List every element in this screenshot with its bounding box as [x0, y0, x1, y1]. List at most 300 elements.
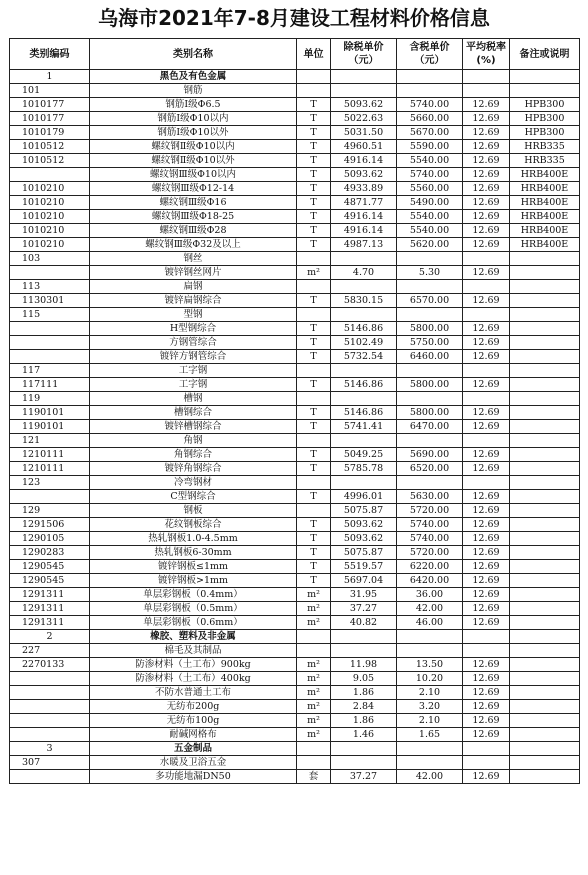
cell-avg-tax-rate: 12.69 [463, 140, 510, 154]
cell-remarks [510, 630, 580, 644]
cell-price-excl-tax: 5031.50 [331, 126, 397, 140]
cell-category-name: 螺纹钢Ⅲ级Φ10以内 [90, 168, 297, 182]
cell-category-name: 型钢 [90, 308, 297, 322]
cell-category-name: 冷弯钢材 [90, 476, 297, 490]
cell-category-code [10, 322, 90, 336]
table-row [10, 658, 580, 672]
table-row [10, 168, 580, 182]
cell-price-excl-tax: 4916.14 [331, 224, 397, 238]
cell-unit: m² [297, 616, 331, 630]
cell-category-name: 黑色及有色金属 [90, 70, 297, 84]
cell-category-name: 角钢 [90, 434, 297, 448]
cell-category-code: 103 [10, 252, 90, 266]
cell-remarks [510, 770, 580, 784]
cell-category-name: 镀锌钢板>1mm [90, 574, 297, 588]
cell-avg-tax-rate [463, 476, 510, 490]
cell-category-code: 1210111 [10, 448, 90, 462]
table-row [10, 504, 580, 518]
table-row [10, 462, 580, 476]
cell-price-excl-tax: 5146.86 [331, 322, 397, 336]
cell-remarks [510, 560, 580, 574]
cell-unit: m² [297, 602, 331, 616]
cell-category-name: 工字钢 [90, 378, 297, 392]
cell-category-name: 耐碱网格布 [90, 728, 297, 742]
cell-price-incl-tax: 2.10 [397, 686, 463, 700]
cell-category-code: 1291311 [10, 616, 90, 630]
table-row [10, 392, 580, 406]
cell-price-excl-tax [331, 476, 397, 490]
cell-category-name: 棉毛及其制品 [90, 644, 297, 658]
table-row [10, 574, 580, 588]
cell-avg-tax-rate [463, 252, 510, 266]
cell-avg-tax-rate [463, 70, 510, 84]
cell-price-incl-tax: 6220.00 [397, 560, 463, 574]
cell-remarks [510, 588, 580, 602]
cell-avg-tax-rate: 12.69 [463, 448, 510, 462]
cell-price-incl-tax: 5720.00 [397, 504, 463, 518]
cell-remarks [510, 448, 580, 462]
cell-unit: T [297, 350, 331, 364]
cell-unit: T [297, 238, 331, 252]
table-row [10, 322, 580, 336]
table-row [10, 560, 580, 574]
table-row [10, 434, 580, 448]
cell-remarks [510, 266, 580, 280]
cell-avg-tax-rate: 12.69 [463, 98, 510, 112]
cell-unit: m² [297, 728, 331, 742]
cell-unit: T [297, 336, 331, 350]
cell-price-incl-tax: 5490.00 [397, 196, 463, 210]
cell-price-incl-tax: 5590.00 [397, 140, 463, 154]
cell-avg-tax-rate: 12.69 [463, 294, 510, 308]
table-row [10, 406, 580, 420]
cell-price-incl-tax: 5630.00 [397, 490, 463, 504]
cell-category-name: 钢筋 [90, 84, 297, 98]
table-row [10, 70, 580, 84]
cell-category-code: 1190101 [10, 420, 90, 434]
cell-price-incl-tax: 5740.00 [397, 168, 463, 182]
cell-category-code [10, 672, 90, 686]
cell-price-excl-tax: 40.82 [331, 616, 397, 630]
table-row [10, 490, 580, 504]
cell-category-name: 槽钢综合 [90, 406, 297, 420]
cell-price-excl-tax: 5146.86 [331, 378, 397, 392]
cell-remarks [510, 616, 580, 630]
table-row [10, 616, 580, 630]
cell-price-excl-tax: 4987.13 [331, 238, 397, 252]
cell-unit: m² [297, 658, 331, 672]
cell-category-code: 123 [10, 476, 90, 490]
cell-unit: m² [297, 686, 331, 700]
cell-unit: T [297, 560, 331, 574]
cell-category-name: 镀锌扁钢综合 [90, 294, 297, 308]
cell-unit: T [297, 168, 331, 182]
cell-remarks [510, 84, 580, 98]
table-row [10, 238, 580, 252]
cell-category-name: 钢丝 [90, 252, 297, 266]
cell-price-incl-tax: 5.30 [397, 266, 463, 280]
cell-price-incl-tax: 6520.00 [397, 462, 463, 476]
cell-unit: T [297, 406, 331, 420]
cell-avg-tax-rate: 12.69 [463, 490, 510, 504]
cell-category-code: 1010210 [10, 238, 90, 252]
cell-unit: T [297, 574, 331, 588]
table-row [10, 518, 580, 532]
table-row [10, 224, 580, 238]
cell-price-incl-tax [397, 308, 463, 322]
cell-remarks [510, 294, 580, 308]
cell-unit [297, 280, 331, 294]
cell-category-name: 防渗材料（土工布）400kg [90, 672, 297, 686]
cell-unit: T [297, 154, 331, 168]
cell-category-name: 无纺布200g [90, 700, 297, 714]
cell-price-incl-tax: 6420.00 [397, 574, 463, 588]
cell-avg-tax-rate: 12.69 [463, 266, 510, 280]
cell-remarks [510, 392, 580, 406]
cell-category-name: 镀锌钢丝网片 [90, 266, 297, 280]
cell-price-excl-tax: 5519.57 [331, 560, 397, 574]
cell-category-name: 螺纹钢Ⅲ级Φ12-14 [90, 182, 297, 196]
cell-avg-tax-rate: 12.69 [463, 546, 510, 560]
cell-avg-tax-rate: 12.69 [463, 210, 510, 224]
cell-category-code: 113 [10, 280, 90, 294]
cell-remarks [510, 532, 580, 546]
cell-category-name: 镀锌钢板≤1mm [90, 560, 297, 574]
cell-price-excl-tax: 5697.04 [331, 574, 397, 588]
cell-price-excl-tax: 5093.62 [331, 98, 397, 112]
cell-unit: T [297, 378, 331, 392]
cell-price-incl-tax: 42.00 [397, 602, 463, 616]
cell-price-excl-tax [331, 756, 397, 770]
cell-avg-tax-rate [463, 280, 510, 294]
cell-remarks: HRB400E [510, 210, 580, 224]
cell-category-name: 方钢管综合 [90, 336, 297, 350]
cell-price-excl-tax: 1.86 [331, 686, 397, 700]
cell-unit [297, 308, 331, 322]
cell-category-name: 角钢综合 [90, 448, 297, 462]
cell-remarks [510, 350, 580, 364]
cell-unit: T [297, 322, 331, 336]
table-row [10, 378, 580, 392]
cell-price-excl-tax: 4916.14 [331, 210, 397, 224]
cell-price-incl-tax: 5670.00 [397, 126, 463, 140]
cell-category-code: 2 [10, 630, 90, 644]
cell-category-name: 橡胶、塑料及非金属 [90, 630, 297, 644]
table-row [10, 126, 580, 140]
cell-remarks: HRB400E [510, 168, 580, 182]
table-row [10, 84, 580, 98]
cell-price-incl-tax [397, 280, 463, 294]
cell-remarks [510, 70, 580, 84]
cell-avg-tax-rate: 12.69 [463, 322, 510, 336]
cell-category-name: 镀锌槽钢综合 [90, 420, 297, 434]
cell-unit: m² [297, 672, 331, 686]
cell-avg-tax-rate: 12.69 [463, 504, 510, 518]
table-row [10, 294, 580, 308]
cell-price-excl-tax: 5049.25 [331, 448, 397, 462]
cell-category-name: 花纹钢板综合 [90, 518, 297, 532]
table-row [10, 742, 580, 756]
cell-remarks [510, 322, 580, 336]
cell-category-code: 1010177 [10, 112, 90, 126]
cell-price-excl-tax [331, 364, 397, 378]
cell-avg-tax-rate: 12.69 [463, 714, 510, 728]
cell-category-code: 307 [10, 756, 90, 770]
cell-avg-tax-rate: 12.69 [463, 518, 510, 532]
cell-category-name: 多功能地漏DN50 [90, 770, 297, 784]
cell-price-incl-tax [397, 70, 463, 84]
cell-remarks [510, 364, 580, 378]
cell-price-excl-tax [331, 644, 397, 658]
cell-category-code: 119 [10, 392, 90, 406]
cell-remarks [510, 308, 580, 322]
table-row [10, 98, 580, 112]
cell-remarks: HRB335 [510, 140, 580, 154]
table-row [10, 476, 580, 490]
cell-avg-tax-rate: 12.69 [463, 560, 510, 574]
cell-unit [297, 70, 331, 84]
cell-unit [297, 630, 331, 644]
cell-avg-tax-rate [463, 756, 510, 770]
cell-category-code [10, 770, 90, 784]
cell-price-excl-tax: 37.27 [331, 770, 397, 784]
cell-price-excl-tax: 4.70 [331, 266, 397, 280]
cell-category-name: 螺纹钢Ⅱ级Φ10以内 [90, 140, 297, 154]
cell-category-code [10, 168, 90, 182]
table-row [10, 756, 580, 770]
cell-avg-tax-rate: 12.69 [463, 336, 510, 350]
cell-unit [297, 756, 331, 770]
cell-unit: T [297, 112, 331, 126]
cell-price-incl-tax: 5540.00 [397, 224, 463, 238]
cell-unit: T [297, 294, 331, 308]
cell-remarks [510, 406, 580, 420]
cell-price-excl-tax [331, 434, 397, 448]
cell-category-code: 1010512 [10, 154, 90, 168]
cell-avg-tax-rate: 12.69 [463, 700, 510, 714]
cell-category-name: 工字钢 [90, 364, 297, 378]
cell-category-name: 钢筋I级Φ6.5 [90, 98, 297, 112]
cell-price-incl-tax [397, 434, 463, 448]
cell-unit: m² [297, 266, 331, 280]
cell-price-incl-tax: 1.65 [397, 728, 463, 742]
cell-price-incl-tax [397, 84, 463, 98]
cell-price-incl-tax: 5740.00 [397, 98, 463, 112]
cell-price-excl-tax [331, 84, 397, 98]
cell-avg-tax-rate: 12.69 [463, 672, 510, 686]
cell-unit [297, 364, 331, 378]
cell-remarks [510, 714, 580, 728]
cell-unit: T [297, 490, 331, 504]
cell-avg-tax-rate [463, 644, 510, 658]
cell-price-incl-tax: 5800.00 [397, 406, 463, 420]
cell-price-excl-tax [331, 630, 397, 644]
cell-remarks [510, 434, 580, 448]
cell-unit [297, 84, 331, 98]
cell-remarks [510, 462, 580, 476]
cell-category-code: 129 [10, 504, 90, 518]
cell-avg-tax-rate: 12.69 [463, 168, 510, 182]
cell-price-excl-tax: 5146.86 [331, 406, 397, 420]
cell-category-code [10, 714, 90, 728]
cell-category-code: 121 [10, 434, 90, 448]
cell-price-incl-tax [397, 742, 463, 756]
cell-price-excl-tax: 5075.87 [331, 546, 397, 560]
cell-unit: m² [297, 588, 331, 602]
cell-unit: T [297, 196, 331, 210]
cell-remarks [510, 518, 580, 532]
cell-price-excl-tax: 31.95 [331, 588, 397, 602]
cell-avg-tax-rate [463, 392, 510, 406]
cell-remarks [510, 504, 580, 518]
cell-price-incl-tax [397, 252, 463, 266]
cell-price-incl-tax: 46.00 [397, 616, 463, 630]
cell-category-name: 镀锌角钢综合 [90, 462, 297, 476]
cell-unit [297, 644, 331, 658]
cell-remarks [510, 700, 580, 714]
cell-remarks: HPB300 [510, 126, 580, 140]
cell-price-incl-tax: 36.00 [397, 588, 463, 602]
cell-unit: T [297, 140, 331, 154]
cell-price-excl-tax: 5102.49 [331, 336, 397, 350]
cell-price-excl-tax [331, 70, 397, 84]
cell-price-excl-tax: 1.46 [331, 728, 397, 742]
cell-price-excl-tax: 4916.14 [331, 154, 397, 168]
table-row [10, 630, 580, 644]
cell-unit [297, 392, 331, 406]
cell-price-excl-tax [331, 392, 397, 406]
cell-category-code: 1290105 [10, 532, 90, 546]
cell-price-excl-tax: 4933.89 [331, 182, 397, 196]
cell-unit: T [297, 448, 331, 462]
cell-category-code: 117 [10, 364, 90, 378]
cell-category-code [10, 336, 90, 350]
cell-price-excl-tax [331, 742, 397, 756]
cell-unit: T [297, 532, 331, 546]
cell-avg-tax-rate: 12.69 [463, 658, 510, 672]
cell-avg-tax-rate: 12.69 [463, 588, 510, 602]
cell-price-excl-tax: 5741.41 [331, 420, 397, 434]
table-row [10, 280, 580, 294]
cell-price-incl-tax: 6470.00 [397, 420, 463, 434]
cell-remarks: HRB400E [510, 238, 580, 252]
cell-category-name: 扁钢 [90, 280, 297, 294]
table-row [10, 112, 580, 126]
cell-remarks [510, 476, 580, 490]
document-title: 乌海市2021年7-8月建设工程材料价格信息 [98, 6, 490, 30]
cell-category-name: 单层彩钢板（0.4mm） [90, 588, 297, 602]
cell-avg-tax-rate [463, 364, 510, 378]
cell-unit: T [297, 462, 331, 476]
cell-avg-tax-rate [463, 434, 510, 448]
cell-avg-tax-rate: 12.69 [463, 196, 510, 210]
cell-category-name: 螺纹钢Ⅲ级Φ28 [90, 224, 297, 238]
cell-category-code: 1010177 [10, 98, 90, 112]
cell-category-code: 1010210 [10, 210, 90, 224]
cell-price-incl-tax: 5540.00 [397, 210, 463, 224]
cell-unit: T [297, 518, 331, 532]
cell-category-code [10, 266, 90, 280]
cell-remarks [510, 378, 580, 392]
cell-remarks [510, 728, 580, 742]
table-row [10, 266, 580, 280]
cell-remarks [510, 490, 580, 504]
cell-category-code [10, 350, 90, 364]
table-row [10, 448, 580, 462]
cell-category-name: 螺纹钢Ⅱ级Φ10以外 [90, 154, 297, 168]
cell-avg-tax-rate: 12.69 [463, 112, 510, 126]
cell-price-excl-tax: 9.05 [331, 672, 397, 686]
header-price-excl-tax: 除税单价（元） [331, 39, 397, 70]
cell-remarks: HRB400E [510, 224, 580, 238]
cell-remarks: HPB300 [510, 98, 580, 112]
table-row [10, 336, 580, 350]
table-row [10, 364, 580, 378]
cell-avg-tax-rate: 12.69 [463, 574, 510, 588]
table-row [10, 602, 580, 616]
header-unit: 单位 [297, 39, 331, 70]
cell-category-name: 螺纹钢Ⅲ级Φ18-25 [90, 210, 297, 224]
cell-category-name: 螺纹钢Ⅲ级Φ32及以上 [90, 238, 297, 252]
cell-price-incl-tax [397, 756, 463, 770]
cell-price-incl-tax [397, 644, 463, 658]
cell-avg-tax-rate [463, 84, 510, 98]
cell-remarks [510, 280, 580, 294]
cell-category-code: 1010210 [10, 196, 90, 210]
cell-category-code: 1291311 [10, 602, 90, 616]
table-row [10, 672, 580, 686]
cell-avg-tax-rate: 12.69 [463, 602, 510, 616]
cell-avg-tax-rate: 12.69 [463, 532, 510, 546]
cell-category-name: 镀锌方钢管综合 [90, 350, 297, 364]
cell-category-code: 1 [10, 70, 90, 84]
cell-category-code: 117111 [10, 378, 90, 392]
cell-price-excl-tax: 37.27 [331, 602, 397, 616]
cell-category-name: C型钢综合 [90, 490, 297, 504]
cell-unit [297, 434, 331, 448]
cell-remarks: HRB335 [510, 154, 580, 168]
table-row [10, 770, 580, 784]
cell-price-incl-tax: 6460.00 [397, 350, 463, 364]
cell-price-excl-tax [331, 252, 397, 266]
cell-price-incl-tax: 42.00 [397, 770, 463, 784]
cell-category-code: 1290545 [10, 560, 90, 574]
cell-avg-tax-rate: 12.69 [463, 616, 510, 630]
cell-category-code: 1290545 [10, 574, 90, 588]
cell-price-incl-tax: 2.10 [397, 714, 463, 728]
header-avg-tax-rate: 平均税率(%) [463, 39, 510, 70]
cell-category-code: 101 [10, 84, 90, 98]
cell-category-code: 1010210 [10, 224, 90, 238]
cell-price-incl-tax: 13.50 [397, 658, 463, 672]
cell-category-name: H型钢综合 [90, 322, 297, 336]
cell-category-name: 钢筋I级Φ10以外 [90, 126, 297, 140]
cell-price-incl-tax [397, 476, 463, 490]
cell-price-excl-tax [331, 308, 397, 322]
cell-remarks [510, 574, 580, 588]
cell-unit: T [297, 420, 331, 434]
cell-avg-tax-rate: 12.69 [463, 238, 510, 252]
cell-price-excl-tax: 5830.15 [331, 294, 397, 308]
cell-price-excl-tax: 11.98 [331, 658, 397, 672]
table-row [10, 420, 580, 434]
cell-avg-tax-rate: 12.69 [463, 462, 510, 476]
cell-category-code [10, 686, 90, 700]
cell-category-name: 无纺布100g [90, 714, 297, 728]
cell-avg-tax-rate: 12.69 [463, 728, 510, 742]
table-row [10, 350, 580, 364]
cell-category-code: 2270133 [10, 658, 90, 672]
